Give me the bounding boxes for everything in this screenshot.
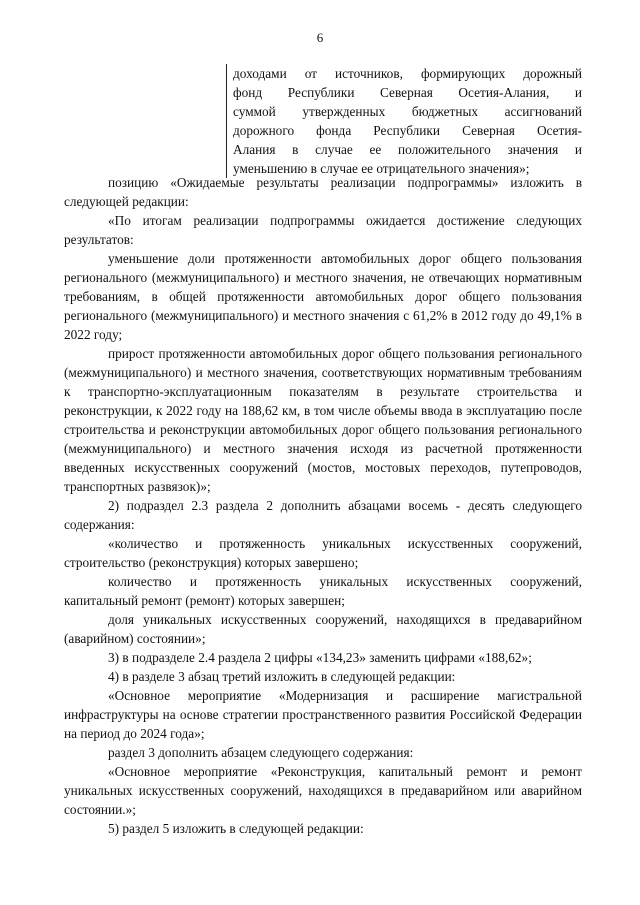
paragraph: «количество и протяженность уникальных искусственных сооружений, строительство (реконструкция) которых завершено; bbox=[64, 536, 582, 570]
paragraph: прирост протяженности автомобильных дорог общего пользования регионального (межмуниципального) и местного значения, соответствующих нормативным требованиям к транспортно-эксплуатационным показателям в результате строительства и реконструкции, к 2022 году на 188,62 км, в том числе объемы ввода в эксплуатацию после строительства и реконструкции автомобильных дорог общего пользования регионального (межмуниципального) и местного значения исходя из расчетной протяженности введенных искусственных сооружений (мостов, мостовых переходов, путепроводов, транспортных развязок)»; bbox=[64, 346, 582, 494]
paragraph: 3) в подразделе 2.4 раздела 2 цифры «134,23» заменить цифрами «188,62»; bbox=[108, 650, 532, 665]
table-line: дорожного фонда Республики Северная Осетия- bbox=[233, 123, 582, 138]
paragraph: уменьшение доли протяженности автомобильных дорог общего пользования регионального (межмуниципального) и местного значения, не отвечающих нормативным требованиям, в общей протяженности автомобильных дорог общего пользования регионального (межмуниципального) и местного значения с 61,2% в 2012 году до 49,1% в 2022 году; bbox=[64, 251, 582, 342]
paragraph: 5) раздел 5 изложить в следующей редакции: bbox=[108, 821, 364, 836]
paragraph: позицию «Ожидаемые результаты реализации подпрограммы» изложить в следующей редакции: bbox=[64, 175, 582, 209]
paragraph: «По итогам реализации подпрограммы ожидается достижение следующих результатов: bbox=[64, 213, 582, 247]
paragraph: раздел 3 дополнить абзацем следующего содержания: bbox=[108, 745, 414, 760]
table-cell-fragment bbox=[226, 64, 582, 178]
paragraph: количество и протяженность уникальных искусственных сооружений, капитальный ремонт (ремонт) которых завершен; bbox=[64, 574, 582, 608]
paragraph: доля уникальных искусственных сооружений, находящихся в предаварийном (аварийном) состоянии»; bbox=[64, 612, 582, 646]
page-number: 6 bbox=[316, 30, 324, 45]
table-line: уменьшению в случае ее отрицательного значения»; bbox=[233, 161, 530, 176]
document-body bbox=[64, 173, 582, 838]
table-line: доходами от источников, формирующих дорожный bbox=[233, 66, 582, 81]
paragraph: «Основное мероприятие «Модернизация и расширение магистральной инфраструктуры на основе стратегии пространственного развития Российской Федерации на период до 2024 года»; bbox=[64, 688, 582, 741]
paragraph: 4) в разделе 3 абзац третий изложить в следующей редакции: bbox=[108, 669, 456, 684]
table-line: суммой утвержденных бюджетных ассигнований bbox=[233, 104, 582, 119]
paragraph: «Основное мероприятие «Реконструкция, капитальный ремонт и ремонт уникальных искусственных сооружений, находящихся в предаварийном или аварийном состоянии.»; bbox=[64, 764, 582, 817]
table-line: Алания в случае ее положительного значения и bbox=[233, 142, 582, 157]
table-line: фонд Республики Северная Осетия-Алания, и bbox=[233, 85, 582, 100]
paragraph: 2) подраздел 2.3 раздела 2 дополнить абзацами восемь - десять следующего содержания: bbox=[64, 498, 582, 532]
